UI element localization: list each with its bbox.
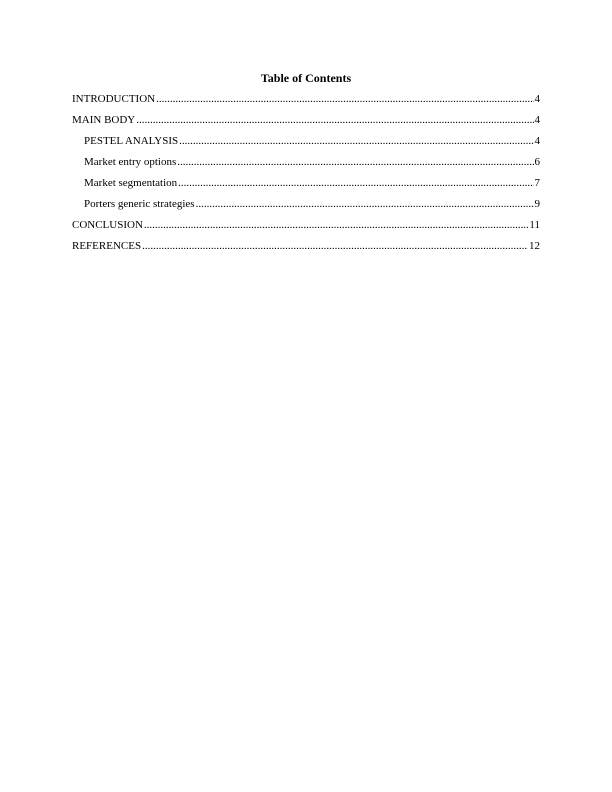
toc-entry-label: CONCLUSION	[72, 219, 143, 231]
toc-dot-leader	[142, 239, 528, 253]
toc-dot-leader	[179, 134, 533, 148]
toc-entry-label: PESTEL ANALYSIS	[84, 135, 179, 147]
toc-entry-market-entry-options[interactable]	[72, 155, 540, 176]
toc-entry-market-segmentation[interactable]	[72, 176, 540, 197]
toc-page-number: 7	[534, 177, 540, 189]
toc-dot-leader	[178, 176, 533, 190]
toc-dot-leader	[196, 197, 534, 211]
toc-dot-leader	[177, 155, 533, 169]
toc-dot-leader	[156, 92, 533, 106]
toc-dot-leader	[144, 218, 529, 232]
toc-page-number: 12	[529, 240, 540, 252]
toc-entry-label: INTRODUCTION	[72, 93, 156, 105]
toc-entry-conclusion[interactable]	[72, 218, 540, 239]
toc-page-number: 4	[534, 114, 540, 126]
toc-entry-label: Porters generic strategies	[84, 198, 195, 210]
toc-dot-leader	[136, 113, 533, 127]
toc-entry-porters-generic-strategies[interactable]	[72, 197, 540, 218]
toc-entry-references[interactable]	[72, 239, 540, 260]
toc-page-number: 4	[534, 93, 540, 105]
toc-entry-main-body[interactable]	[72, 113, 540, 134]
toc-entry-label: REFERENCES	[72, 240, 142, 252]
toc-entry-introduction[interactable]	[72, 92, 540, 113]
toc-page-number: 11	[529, 219, 540, 231]
table-of-contents	[72, 92, 540, 260]
toc-page-number: 9	[534, 198, 540, 210]
toc-entry-pestel-analysis[interactable]	[72, 134, 540, 155]
toc-entry-label: Market entry options	[84, 156, 177, 168]
toc-page-number: 4	[534, 135, 540, 147]
toc-entry-label: MAIN BODY	[72, 114, 136, 126]
toc-title: Table of Contents	[260, 71, 352, 85]
toc-page-number: 6	[534, 156, 540, 168]
toc-entry-label: Market segmentation	[84, 177, 178, 189]
